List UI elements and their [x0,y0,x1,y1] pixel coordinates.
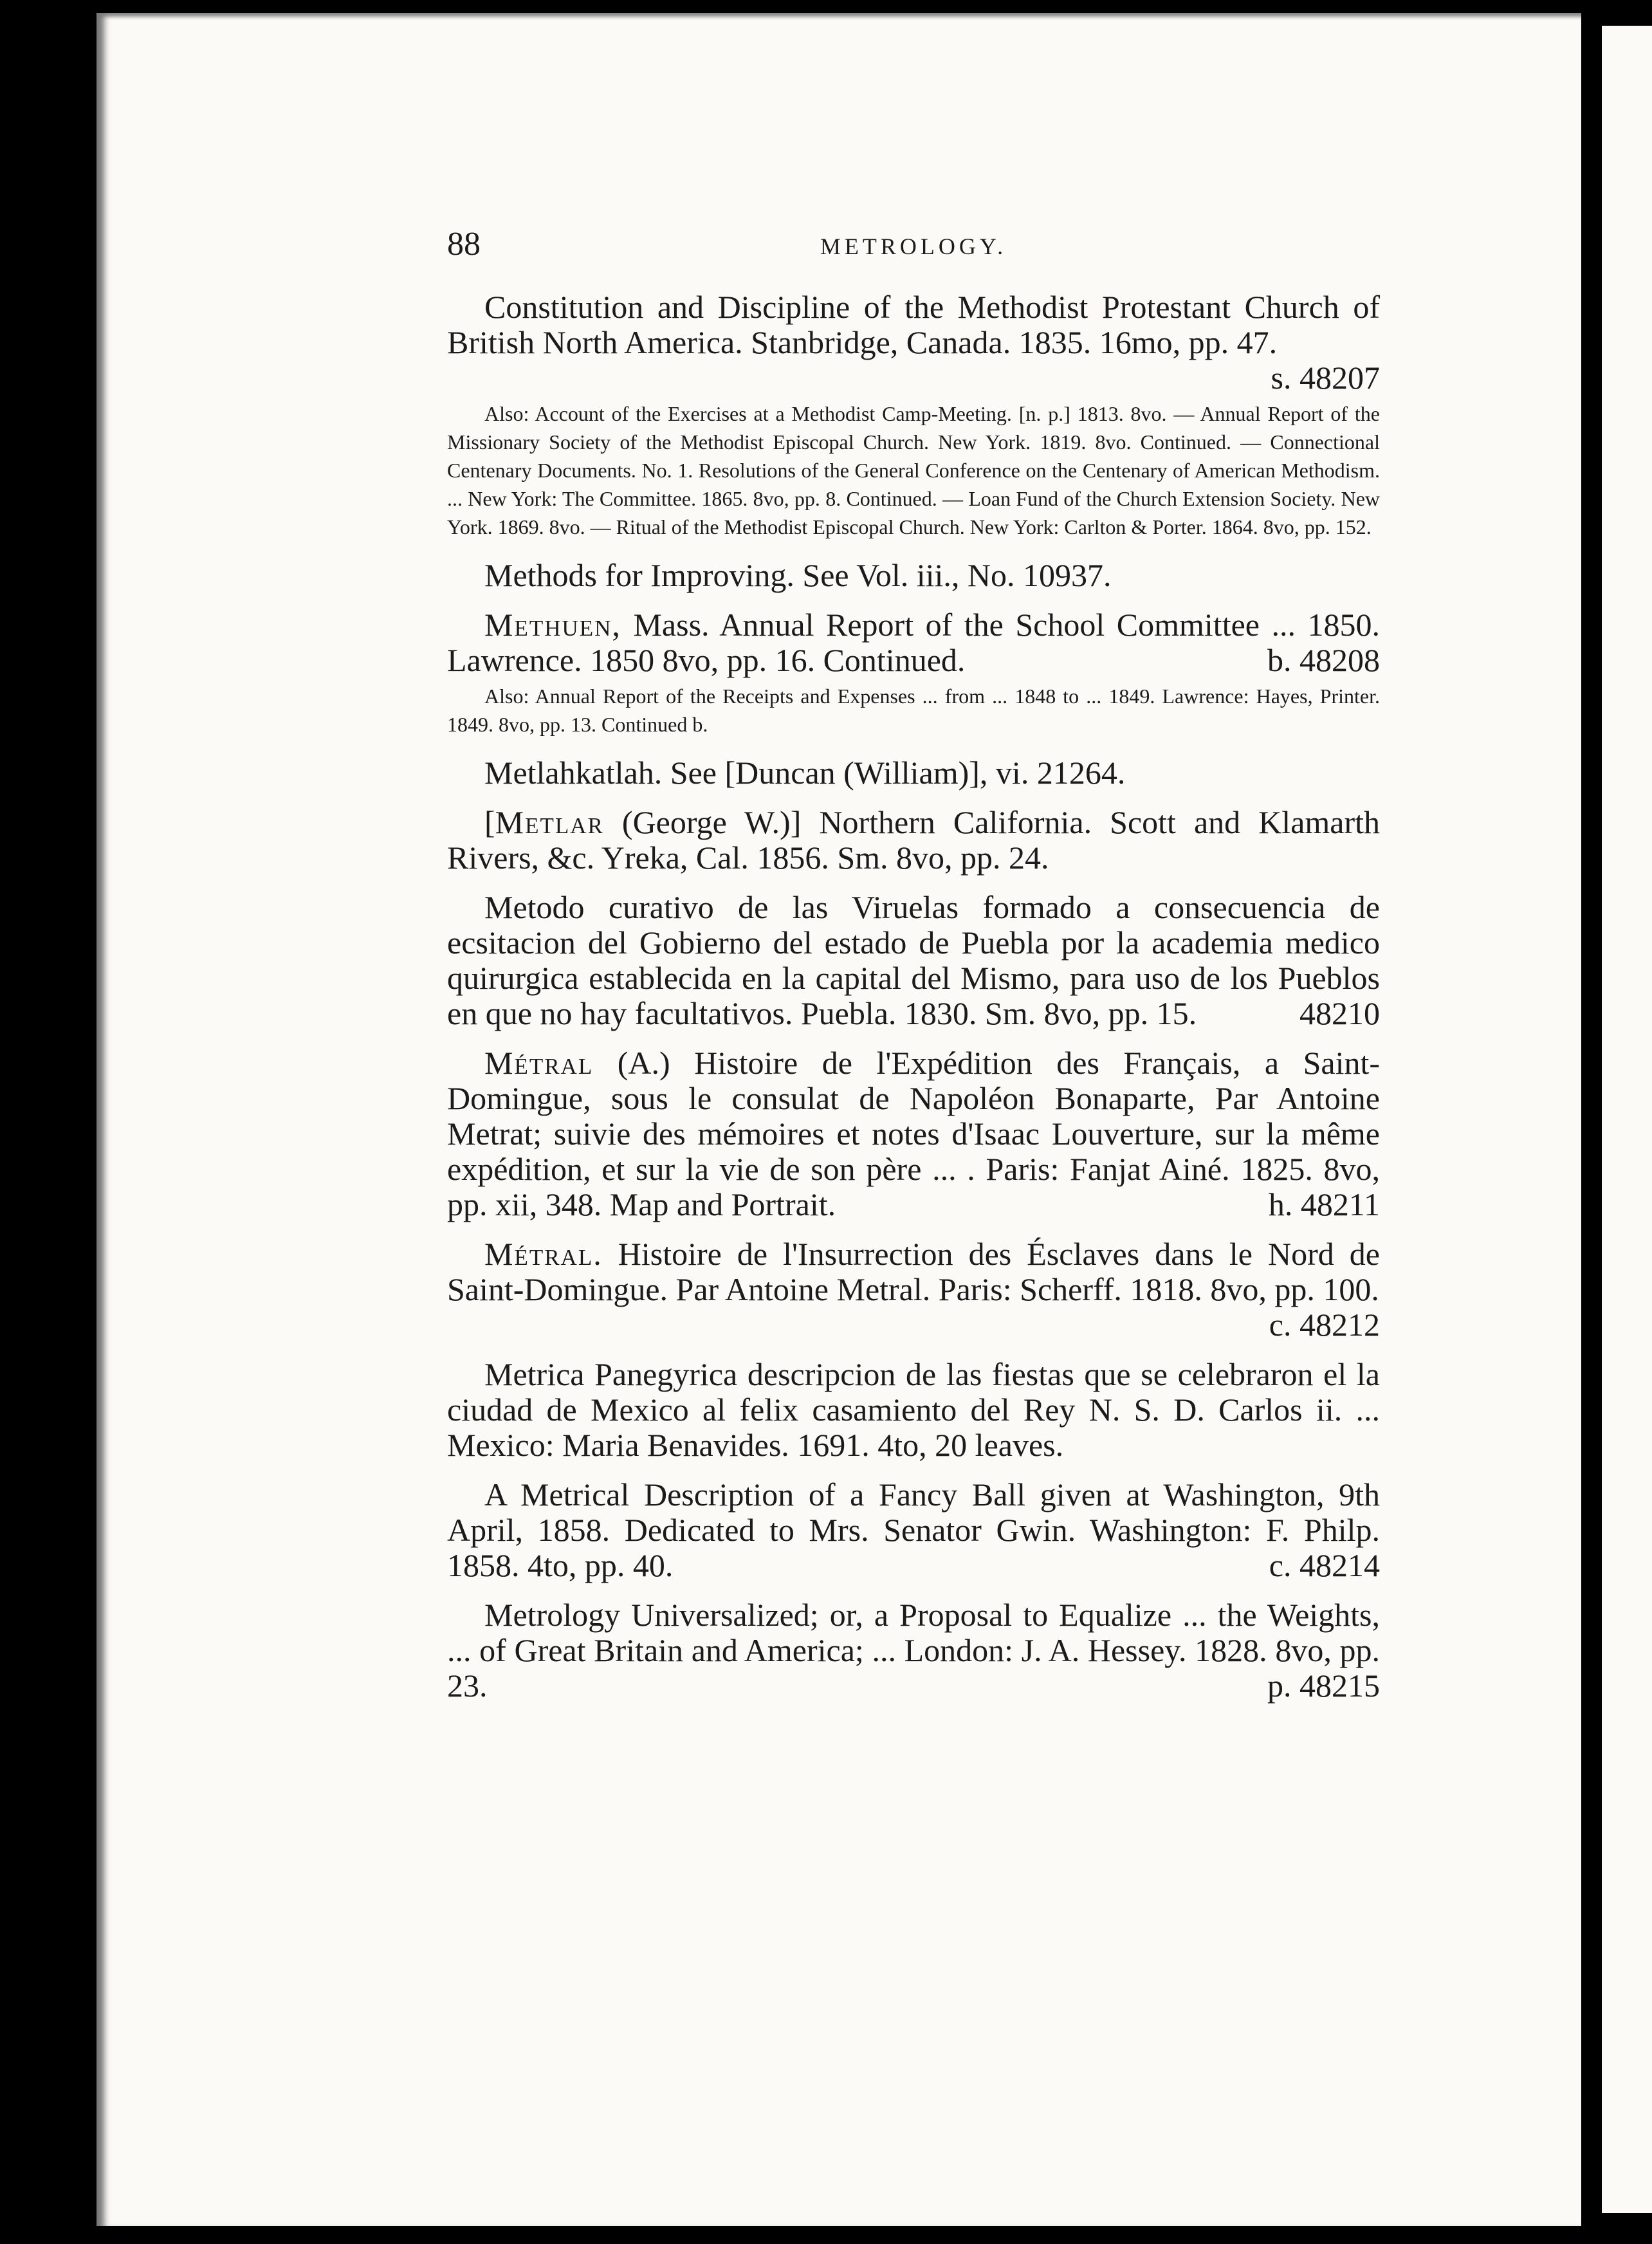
adjacent-page-edge [1602,26,1652,2213]
entry-metlahkatlah: Metlahkatlah. See [Duncan (William)], vi. 21264. [484,755,1126,791]
entry-methods-for-improving: Methods for Improving. See Vol. iii., No. 10937. [484,557,1112,593]
entry-metodo-curativo: Metodo curativo de las Viruelas formado a consecuencia de ecsitacion del Gobierno del estado de Puebla por la academia medico quirurgica establecida en la capital del Mismo, para uso de los Pueblos en que no hay facultativos. Puebla. 1830. Sm. 8vo, pp. 15. 48210 [447,889,1380,1031]
running-head: METROLOGY. [820,234,1007,259]
page-content [447,219,1380,1718]
reference-number: p. 48215 [1267,1668,1380,1704]
reference-number: c. 48212 [1269,1307,1380,1343]
reference-number: c. 48214 [1269,1547,1380,1583]
entry-constitution: Constitution and Discipline of the Methodist Protestant Church of British North America. Stanbridge, Canada. 1835. 16mo, pp. 47. s. 48207 [447,289,1380,396]
entry-heading: Métral. [484,1236,603,1272]
entry-heading: Metlar [495,804,604,840]
entry-methuen: Methuen, Mass. Annual Report of the School Committee ... 1850. Lawrence. 1850 8vo, pp. 16. Continued. b. 48208 [447,607,1381,678]
page-number: 88 [447,226,481,262]
entry-heading: Methuen, [484,607,621,643]
note-methuen: Also: Annual Report of the Receipts and Expenses ... from ... 1848 to ... 1849. Lawrence: Hayes, Printer. 1849. 8vo, pp. 13. Continued b. [447,685,1380,736]
entry-metlar: [Metlar (George W.)] Northern California. Scott and Klamarth Rivers, &c. Yreka, Cal. 1856. Sm. 8vo, pp. 24. [447,804,1381,876]
reference-number: s. 48207 [1271,360,1380,396]
entry-metrology-universalized: Metrology Universalized; or, a Proposal to Equalize ... the Weights, ... of Great Britain and America; ... London: J. A. Hessey. 1828. 8vo, pp. 23. p. 48215 [447,1597,1380,1704]
reference-number: b. 48208 [1267,642,1380,678]
reference-number: h. 48211 [1268,1186,1380,1222]
entry-metrica-panegyrica: Metrica Panegyrica descripcion de las fiestas que se celebraron el la ciudad de Mexico al felix casamiento del Rey N. S. D. Carlos ii. ... Mexico: Maria Benavides. 1691. 4to, 20 leaves. [447,1356,1380,1463]
entry-heading: Métral [484,1045,594,1081]
entry-metral-expedition: Métral (A.) Histoire de l'Expédition des Français, a Saint-Domingue, sous le consulat de Napoléon Bonaparte, Par Antoine Metrat; suivie des mémoires et notes d'Isaac Louverture, sur la même expédition, et sur la vie de son père ... . Paris: Fanjat Ainé. 1825. 8vo, pp. xii, 348. Map and Portrait. h. 48211 [447,1045,1380,1222]
note-methodist: Also: Account of the Exercises at a Methodist Camp-Meeting. [n. p.] 1813. 8vo. — Annual Report of the Missionary Society of the Methodist Episcopal Church. New York. 1819. 8vo. Continued. — Connectional Centenary Documents. No. 1. Resolutions of the General Conference on the Centenary of American Methodism. ... New York: The Committee. 1865. 8vo, pp. 8. Continued. — Loan Fund of the Church Extension Society. New York. 1869. 8vo. — Ritual of the Methodist Episcopal Church. New York: Carlton & Porter. 1864. 8vo, pp. 152. [447,402,1380,538]
entry-metrical-description: A Metrical Description of a Fancy Ball given at Washington, 9th April, 1858. Dedicated to Mrs. Senator Gwin. Washington: F. Philp. 1858. 4to, pp. 40. c. 48214 [447,1476,1380,1583]
page-header [447,219,1380,290]
reference-number: 48210 [1299,995,1380,1031]
entry-metral-insurrection: Métral. Histoire de l'Insurrection des Ésclaves dans le Nord de Saint-Domingue. Par Antoine Metral. Paris: Scherff. 1818. 8vo, pp. 100. c. 48212 [447,1236,1380,1343]
